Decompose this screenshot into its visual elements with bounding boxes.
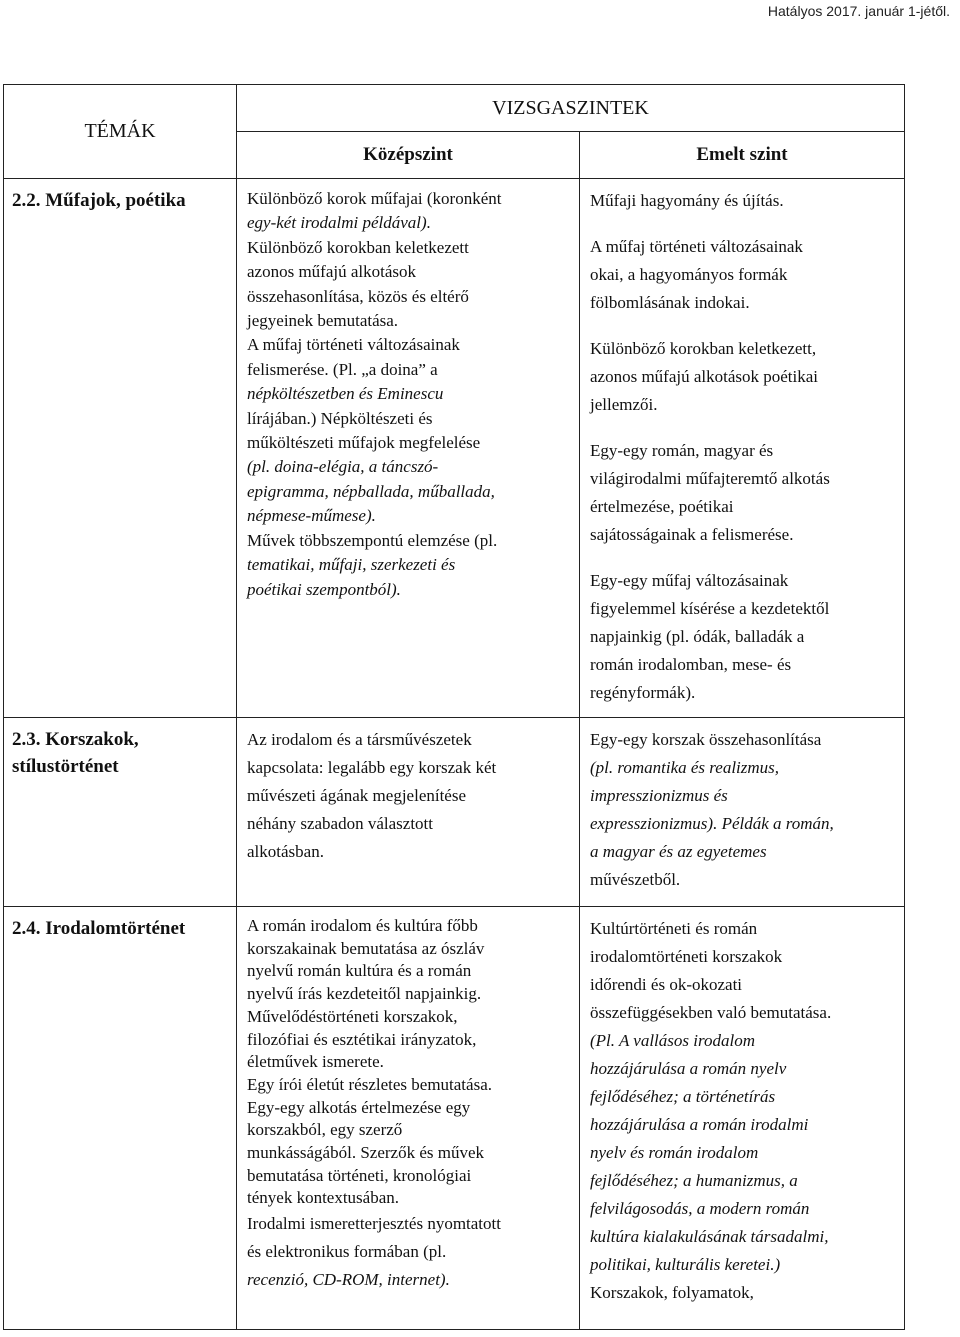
paragraph	[590, 567, 894, 707]
text-line: poétikai szempontból).	[247, 579, 401, 599]
intermediate-cell	[237, 179, 580, 718]
topic-title: stílustörténet	[12, 756, 119, 777]
text-line: jellemzői.	[590, 395, 658, 414]
text-line: román irodalomban, mese- és	[590, 655, 792, 674]
advanced-cell	[580, 179, 905, 718]
paragraph	[590, 335, 894, 419]
text-line: egy-két irodalmi példával).	[247, 213, 431, 233]
table-row	[4, 718, 905, 907]
text-line: A műfaj történeti változásainak	[247, 335, 460, 355]
paragraph	[590, 437, 894, 549]
text-line: Műfaji hagyomány és újítás.	[590, 191, 784, 210]
text-line: munkásságából. Szerzők és művek	[247, 1143, 484, 1163]
text-line: azonos műfajú alkotások	[247, 262, 417, 282]
intermediate-cell	[237, 907, 580, 1330]
text-line: műköltészeti műfajok megfelelése	[247, 433, 481, 453]
text-line: Egy-egy román, magyar és	[590, 441, 774, 460]
text-line: nyelv és román irodalom	[590, 1143, 759, 1162]
text-line: összefüggésekben való bemutatása.	[590, 1003, 832, 1022]
paragraph	[590, 233, 894, 317]
text-line: korszakainak bemutatása az ószláv	[247, 938, 485, 958]
exam-levels-table	[3, 84, 905, 1330]
text-line: értelmezése, poétikai	[590, 497, 734, 516]
text-line: Különböző korokban keletkezett,	[590, 339, 817, 358]
text-line: nyelvű román kultúra és a román	[247, 961, 472, 981]
text-line: hozzájárulása a román irodalmi	[590, 1115, 809, 1134]
text-line: irodalomtörténeti korszakok	[590, 947, 783, 966]
topic-title: 2.2. Műfajok, poétika	[12, 190, 186, 211]
text-line: művészetből.	[590, 870, 681, 889]
text-line: (Pl. A vallásos irodalom	[590, 1031, 755, 1050]
text-line: fölbomlásának indokai.	[590, 293, 750, 312]
text-block	[247, 1210, 573, 1294]
text-line: politikai, kulturális keretei.)	[590, 1255, 781, 1274]
advanced-cell	[580, 718, 905, 907]
text-line: jegyeinek bemutatása.	[247, 311, 399, 331]
table-header-row	[4, 85, 905, 132]
text-line: világirodalmi műfajteremtő alkotás	[590, 469, 830, 488]
text-line: Egy-egy műfaj változásainak	[590, 571, 789, 590]
table-row	[4, 179, 905, 718]
topic-cell	[4, 179, 237, 718]
text-line: összehasonlítása, közös és eltérő	[247, 286, 469, 306]
text-line: Kultúrtörténeti és román	[590, 919, 758, 938]
text-line: Különböző korok műfajai (koronként	[247, 189, 502, 208]
text-line: okai, a hagyományos formák	[590, 265, 788, 284]
text-line: Korszakok, folyamatok,	[590, 1283, 754, 1302]
text-line: Az irodalom és a társművészetek	[247, 730, 472, 749]
text-line: nyelvű írás kezdeteitől napjainkig.	[247, 984, 482, 1004]
text-line: expresszionizmus). Példák a román,	[590, 814, 834, 833]
text-line: figyelemmel kísérése a kezdetektől	[590, 599, 830, 618]
text-line: bemutatása történeti, kronológiai	[247, 1165, 472, 1185]
text-line: a magyar és az egyetemes	[590, 842, 767, 861]
text-line: tények kontextusában.	[247, 1188, 400, 1208]
text-line: néhány szabadon választott	[247, 814, 433, 833]
text-block	[247, 915, 573, 1210]
text-line: Különböző korokban keletkezett	[247, 237, 469, 257]
text-line: Irodalmi ismeretterjesztés nyomtatott	[247, 1214, 501, 1234]
text-line: (pl. romantika és realizmus,	[590, 758, 780, 777]
table-row	[4, 907, 905, 1330]
text-line: epigramma, népballada, műballada,	[247, 481, 495, 501]
text-line: kapcsolata: legalább egy korszak két	[247, 758, 497, 777]
text-line: népköltészetben és Eminescu	[247, 384, 444, 404]
text-line: (pl. doina-elégia, a táncszó-	[247, 457, 439, 477]
effective-date-note: Hatályos 2017. január 1-jétől.	[767, 3, 950, 19]
text-line: regényformák).	[590, 683, 696, 702]
text-line: Művek többszempontú elemzése (pl.	[247, 530, 498, 550]
topic-title: 2.3. Korszakok,	[12, 729, 139, 750]
text-line: Egy-egy alkotás értelmezése egy	[247, 1097, 471, 1117]
text-line: recenzió, CD-ROM, internet).	[247, 1270, 450, 1290]
text-line: sajátosságainak a felismerése.	[590, 525, 794, 544]
paragraph	[590, 187, 894, 215]
text-line: és elektronikus formában (pl.	[247, 1242, 447, 1262]
text-line: felismerése. (Pl. „a doina” a	[247, 359, 438, 379]
header-exam-levels: VIZSGASZINTEK	[237, 85, 905, 132]
text-line: életművek ismerete.	[247, 1052, 384, 1072]
text-line: Egy-egy korszak összehasonlítása	[590, 730, 822, 749]
text-line: alkotásban.	[247, 842, 324, 861]
text-line: időrendi és ok-okozati	[590, 975, 743, 994]
text-line: A műfaj történeti változásainak	[590, 237, 803, 256]
topic-cell	[4, 907, 237, 1330]
advanced-cell	[580, 907, 905, 1330]
text-line: lírájában.) Népköltészeti és	[247, 408, 433, 428]
text-line: napjainkig (pl. ódák, balladák a	[590, 627, 805, 646]
text-line: művészeti ágának megjelenítése	[247, 786, 467, 805]
header-intermediate-level: Középszint	[237, 132, 580, 179]
text-line: Művelődéstörténeti korszakok,	[247, 1006, 458, 1026]
text-line: fejlődéséhez; a humanizmus, a	[590, 1171, 798, 1190]
text-line: fejlődéséhez; a történetírás	[590, 1087, 776, 1106]
text-line: korszakból, egy szerző	[247, 1120, 403, 1140]
text-line: hozzájárulása a román nyelv	[590, 1059, 787, 1078]
text-line: azonos műfajú alkotások poétikai	[590, 367, 819, 386]
intermediate-cell	[237, 718, 580, 907]
text-line: filozófiai és esztétikai irányzatok,	[247, 1029, 477, 1049]
text-line: Egy írói életút részletes bemutatása.	[247, 1074, 492, 1094]
header-advanced-level: Emelt szint	[580, 132, 905, 179]
text-line: felvilágosodás, a modern román	[590, 1199, 810, 1218]
text-line: tematikai, műfaji, szerkezeti és	[247, 555, 456, 575]
header-topics: TÉMÁK	[4, 85, 237, 179]
text-line: impresszionizmus és	[590, 786, 728, 805]
topic-cell	[4, 718, 237, 907]
topic-title: 2.4. Irodalomtörténet	[12, 918, 186, 939]
text-line: kultúra kialakulásának társadalmi,	[590, 1227, 829, 1246]
text-line: A román irodalom és kultúra főbb	[247, 916, 478, 935]
text-line: népmese-műmese).	[247, 506, 376, 526]
